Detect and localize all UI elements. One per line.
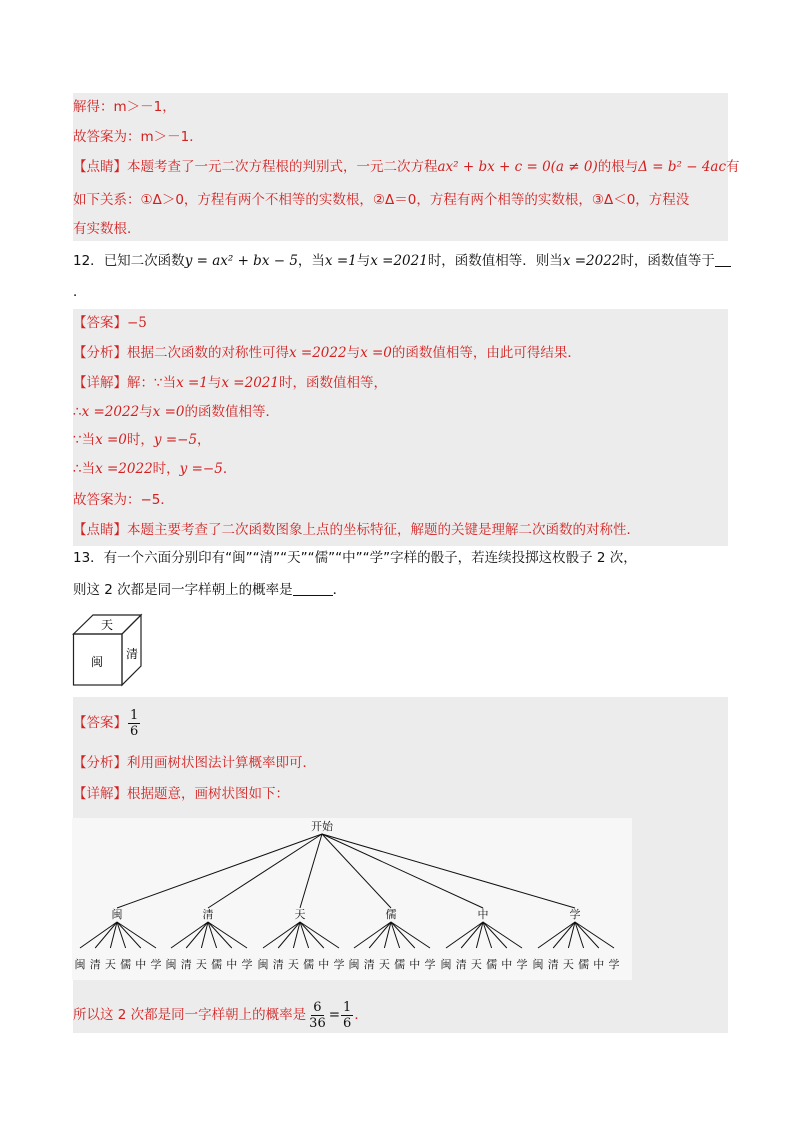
detail-text: 时，函数值相等， (278, 375, 387, 391)
q12-analysis (73, 343, 581, 363)
q12-period: ． (73, 284, 87, 300)
y-value: y =−5 (153, 432, 198, 448)
question-text: 则这 2 次都是同一字样朝上的概率是 (73, 582, 293, 598)
q12-answer (73, 313, 147, 333)
tree-level2-label: 天 (470, 958, 482, 971)
x-value: x =2021 (370, 253, 428, 269)
tree-branch-level1 (300, 834, 322, 908)
tree-level1-label: 闽 (111, 908, 123, 921)
q11-comment-line3: 有实数根． (73, 221, 141, 237)
final-period: ． (354, 1007, 368, 1023)
tree-level2-label: 天 (562, 958, 574, 971)
tree-level2-label: 闽 (165, 958, 177, 971)
tree-level2-label: 闽 (532, 958, 544, 971)
probability-tree-diagram (72, 818, 632, 980)
x-value: x =2022 (95, 461, 153, 477)
question-text: 与 (356, 253, 371, 269)
answer-blank (715, 252, 731, 267)
dice-cube-figure (72, 612, 162, 688)
tree-branch-level2 (575, 922, 614, 948)
detail-text: 与 (139, 404, 153, 420)
analysis-text: 根据二次函数的对称性可得 (127, 345, 289, 361)
analysis-text: 的函数值相等，由此可得结果． (391, 345, 581, 361)
quadratic-function: y = ax² + bx − 5 (184, 253, 298, 269)
tree-level2-label: 清 (180, 958, 192, 971)
tree-branch-level1 (322, 834, 391, 908)
tree-level2-label: 中 (226, 958, 238, 971)
x-value: x =0 (95, 432, 127, 448)
tree-level1-label: 学 (569, 908, 581, 921)
fraction-numerator: 1 (130, 707, 139, 723)
analysis-text: 利用画树状图法计算概率即可． (127, 755, 316, 771)
tree-level2-label: 中 (135, 958, 147, 971)
tree-level2-label: 中 (501, 958, 513, 971)
question-text: 已知二次函数 (103, 253, 185, 269)
tree-level2-label: 天 (287, 958, 299, 971)
q11-comment (73, 157, 740, 177)
tree-level2-label: 闽 (348, 958, 360, 971)
question-number: 12． (73, 253, 104, 269)
tree-level2-label: 清 (272, 958, 284, 971)
tree-level2-label: 中 (409, 958, 421, 971)
detail-text: ． (222, 461, 237, 477)
detail-tag: 【详解】 (73, 375, 127, 391)
tree-branch-level2 (117, 922, 156, 948)
tree-root-label: 开始 (311, 820, 333, 833)
detail-text: 根据题意，画树状图如下： (127, 786, 289, 802)
fraction-denominator: 36 (309, 1015, 326, 1031)
answer-tag: 【答案】 (73, 315, 127, 331)
tree-level1-label: 清 (202, 908, 214, 921)
tree-branch-level2 (208, 922, 217, 948)
analysis-tag: 【分析】 (73, 345, 127, 361)
comment-text: 的根与 (597, 159, 639, 175)
detail-text: ∴当 (73, 461, 96, 477)
tree-level2-label: 学 (608, 958, 620, 971)
fraction-denominator: 6 (130, 723, 139, 739)
tree-level2-label: 中 (318, 958, 330, 971)
tree-branch-level2 (300, 922, 339, 948)
detail-text: 时， (126, 432, 154, 448)
analysis-text: 与 (346, 345, 361, 361)
fraction-numerator: 1 (343, 999, 352, 1015)
quadratic-equation: ax² + bx + c = 0(a ≠ 0) (437, 159, 598, 175)
tree-level2-label: 中 (593, 958, 605, 971)
cube-front-label: 闽 (90, 655, 104, 669)
q11-comment-line2: 如下关系：①Δ＞0，方程有两个不相等的实数根，②Δ＝0，方程有两个相等的实数根，③Δ＜0，方程没 (73, 192, 690, 208)
discriminant: Δ = b² − 4ac (638, 159, 727, 175)
tree-level2-label: 学 (333, 958, 345, 971)
x-value: x =2022 (289, 345, 347, 361)
comment-tag: 【点睛】 (73, 159, 127, 175)
fraction-1-6 (341, 1000, 353, 1031)
q13-detail (73, 784, 289, 804)
cube-top-label: 天 (100, 618, 114, 632)
x-value: x =2022 (562, 253, 621, 269)
tree-branch-level2 (391, 922, 430, 948)
tree-branch-level1 (322, 834, 575, 908)
answer-fraction (128, 708, 140, 739)
q12-detail-3 (73, 430, 211, 450)
answer-value: −5 (127, 315, 147, 331)
final-text: 所以这 2 次都是同一字样朝上的概率是 (73, 1007, 307, 1023)
q13-analysis (73, 753, 316, 773)
detail-text: 的函数值相等． (184, 404, 279, 420)
q13-answer (73, 705, 141, 741)
tree-level2-label: 学 (516, 958, 528, 971)
q11-line1: 解得：m＞－1， (73, 99, 176, 115)
question-text: 时，函数值相等．则当 (427, 253, 563, 269)
q12-question (73, 251, 731, 271)
analysis-tag: 【分析】 (73, 755, 127, 771)
tree-branch-level1 (322, 834, 483, 908)
q12-detail-1 (73, 373, 387, 393)
tree-level2-label: 儒 (486, 958, 498, 971)
question-text: ，当 (297, 253, 325, 269)
tree-level1-label: 儒 (385, 908, 397, 921)
q12-conclusion: 故答案为：−5． (73, 492, 174, 508)
tree-branch-level2 (208, 922, 247, 948)
tree-level2-label: 清 (547, 958, 559, 971)
comment-text: 有 (726, 159, 740, 175)
detail-text: ∴ (73, 404, 82, 420)
tree-level1-label: 中 (477, 908, 489, 921)
x-value: x =1 (176, 375, 208, 391)
tree-branch-level2 (117, 922, 126, 948)
tree-branch-level2 (483, 922, 492, 948)
x-value: x =0 (360, 345, 392, 361)
x-value: x =1 (324, 253, 357, 269)
q12-comment (73, 520, 640, 540)
tree-branch-level2 (575, 922, 584, 948)
q11-line2: 故答案为：m＞－1． (73, 129, 203, 145)
detail-tag: 【详解】 (73, 786, 127, 802)
detail-text: ， (197, 432, 211, 448)
tree-branch-level1 (208, 834, 322, 908)
detail-text: 与 (207, 375, 222, 391)
tree-level2-label: 清 (89, 958, 101, 971)
tree-level2-label: 天 (378, 958, 390, 971)
tree-level2-label: 儒 (578, 958, 590, 971)
answer-blank (293, 581, 333, 596)
detail-text: ∵当 (73, 432, 96, 448)
q13-final (73, 995, 368, 1035)
tree-level2-label: 天 (104, 958, 116, 971)
detail-text: 解：∵当 (127, 375, 177, 391)
tree-level2-label: 学 (424, 958, 436, 971)
tree-level2-label: 儒 (394, 958, 406, 971)
fraction-numerator: 6 (313, 999, 322, 1015)
tree-level2-label: 儒 (211, 958, 223, 971)
tree-level2-label: 学 (150, 958, 162, 971)
tree-level1-label: 天 (294, 908, 306, 921)
q13-question-line2 (73, 580, 346, 600)
question-text: ． (332, 582, 347, 598)
tree-branches (80, 834, 614, 948)
tree-branch-level2 (391, 922, 400, 948)
comment-tag: 【点睛】 (73, 522, 127, 538)
detail-text: 时， (152, 461, 180, 477)
tree-level2-label: 儒 (303, 958, 315, 971)
tree-branch-level1 (117, 834, 322, 908)
answer-tag: 【答案】 (73, 715, 127, 731)
tree-level2-label: 闽 (74, 958, 86, 971)
comment-text: 本题考查了一元二次方程根的判别式，一元二次方程 (127, 159, 438, 175)
q13-question-line1: 13．有一个六面分别印有“闽”“清”“天”“儒”“中”“学”字样的骰子，若连续投掷这枚骰子 2 次， (73, 550, 637, 566)
y-value: y =−5 (179, 461, 223, 477)
cube-side-label: 清 (125, 647, 139, 661)
tree-level2-label: 学 (241, 958, 253, 971)
fraction-denominator: 6 (343, 1015, 352, 1031)
comment-text: 本题主要考查了二次函数图象上点的坐标特征，解题的关键是理解二次函数的对称性． (127, 522, 640, 538)
tree-level2-label: 清 (363, 958, 375, 971)
tree-level2-label: 闽 (257, 958, 269, 971)
tree-branch-level2 (300, 922, 309, 948)
q12-detail-4 (73, 459, 236, 479)
x-value: x =2022 (81, 404, 140, 420)
tree-branch-level2 (483, 922, 522, 948)
tree-level2-label: 闽 (440, 958, 452, 971)
fraction-6-36 (307, 1000, 328, 1031)
tree-level2-label: 儒 (120, 958, 132, 971)
x-value: x =2021 (221, 375, 279, 391)
tree-level2-label: 天 (195, 958, 207, 971)
equals-sign: = (328, 1007, 341, 1023)
tree-level2-label: 清 (455, 958, 467, 971)
x-value: x =0 (152, 404, 185, 420)
question-text: 时，函数值等于 (620, 253, 715, 269)
q12-detail-2 (73, 402, 279, 422)
